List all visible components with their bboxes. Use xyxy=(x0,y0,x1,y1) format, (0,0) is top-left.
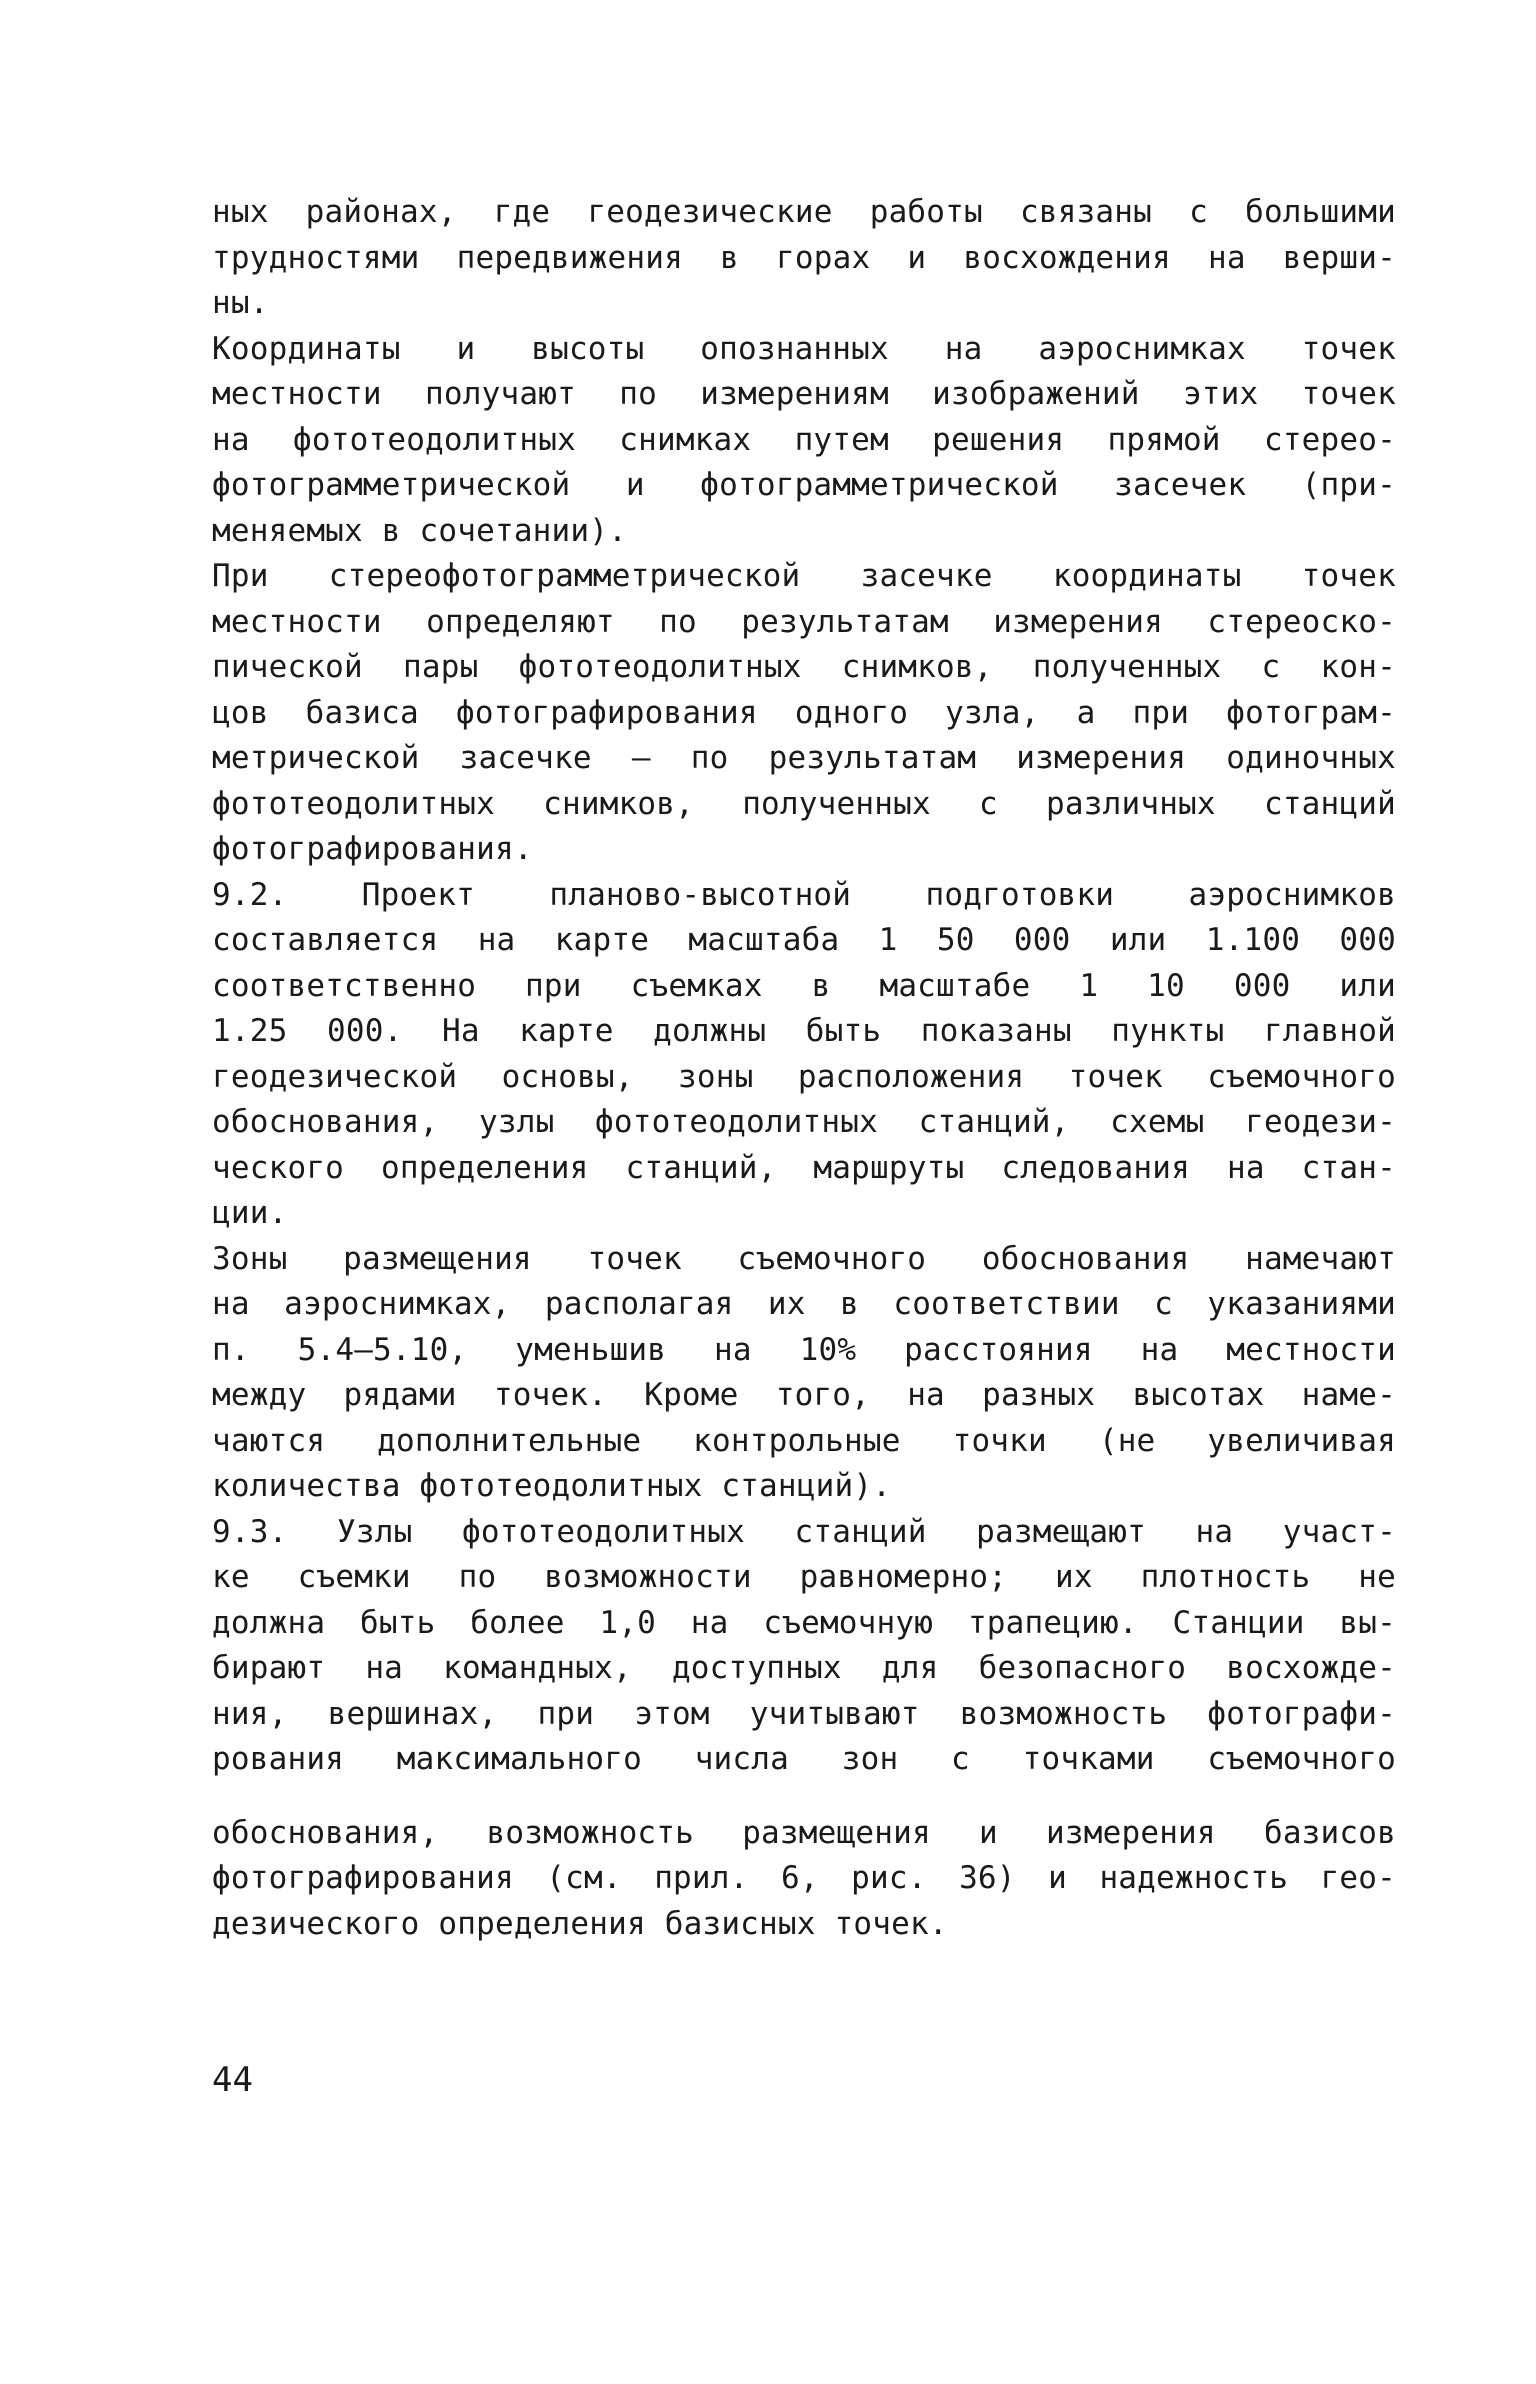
paragraph xyxy=(212,1237,1396,1510)
text-line: Зоны размещения точек съемочного обоснования намечают xyxy=(212,1240,1396,1277)
text-line: обоснования, возможность размещения и измерения базисов xyxy=(212,1814,1396,1851)
text-line: ния, вершинах, при этом учитывают возможность фотографи- xyxy=(212,1695,1396,1732)
text-line: составляется на карте масштаба 1 50 000 или 1.100 000 xyxy=(212,922,1396,958)
text-line: Координаты и высоты опознанных на аэроснимках точек xyxy=(212,330,1396,367)
text-line: фотографирования (см. прил. 6, рис. 36) и надежность гео- xyxy=(212,1860,1396,1896)
text-line: между рядами точек. Кроме того, на разных высотах наме- xyxy=(212,1377,1396,1413)
text-line: геодезической основы, зоны расположения точек съемочного xyxy=(212,1058,1396,1095)
text-line: бирают на командных, доступных для безопасного восхожде- xyxy=(212,1650,1396,1686)
text-line: метрической засечке — по результатам измерения одиночных xyxy=(212,740,1396,776)
paragraph xyxy=(212,190,1396,327)
paragraph xyxy=(212,554,1396,873)
text-line: местности определяют по результатам измерения стереоско- xyxy=(212,603,1396,640)
text-line: обоснования, узлы фототеодолитных станций, схемы геодези- xyxy=(212,1104,1396,1140)
text-line: должна быть более 1,0 на съемочную трапецию. Станции вы- xyxy=(212,1604,1396,1641)
text-line: на аэроснимках, располагая их в соответствии с указаниями xyxy=(212,1286,1396,1322)
text-line: количества фототеодолитных станций). xyxy=(212,1468,892,1504)
text-line: ны. xyxy=(212,285,269,321)
text-line: фотографирования. xyxy=(212,831,533,867)
text-line: рования максимального числа зон с точками съемочного xyxy=(212,1741,1396,1777)
paragraph xyxy=(212,1510,1396,1948)
page-number: 44 xyxy=(212,2060,253,2100)
text-line: п. 5.4–5.10, уменьшив на 10% расстояния на местности xyxy=(212,1331,1396,1368)
text-line: соответственно при съемках в масштабе 1 10 000 или xyxy=(212,967,1396,1004)
text-line: цов базиса фотографирования одного узла, а при фотограм- xyxy=(212,694,1396,731)
text-line: ции. xyxy=(212,1195,288,1231)
text-line: на фототеодолитных снимках путем решения прямой стерео- xyxy=(212,421,1396,458)
text-line: чаются дополнительные контрольные точки (не увеличивая xyxy=(212,1422,1396,1459)
text-line: фототеодолитных снимков, полученных с различных станций xyxy=(212,785,1396,822)
text-line: фотограмметрической и фотограмметрической засечек (при- xyxy=(212,467,1396,503)
text-line: трудностями передвижения в горах и восхождения на верши- xyxy=(212,239,1396,276)
paragraph xyxy=(212,873,1396,1237)
text-line: местности получают по измерениям изображений этих точек xyxy=(212,376,1396,412)
text-line: ке съемки по возможности равномерно; их плотность не xyxy=(212,1559,1396,1595)
text-line: 9.3. Узлы фототеодолитных станций размещают на участ- xyxy=(212,1513,1396,1550)
text-line: дезического определения базисных точек. xyxy=(212,1905,948,1942)
text-line: 9.2. Проект планово-высотной подготовки аэроснимков xyxy=(212,876,1396,913)
text-line: пической пары фототеодолитных снимков, полученных с кон- xyxy=(212,649,1396,685)
body-text xyxy=(212,190,1396,1947)
text-line: При стереофотограмметрической засечке координаты точек xyxy=(212,558,1396,594)
text-line: 1.25 000. На карте должны быть показаны пункты главной xyxy=(212,1013,1396,1049)
paragraph xyxy=(212,327,1396,555)
text-line: ных районах, где геодезические работы связаны с большими xyxy=(212,194,1396,230)
text-line: меняемых в сочетании). xyxy=(212,512,627,549)
text-line: ческого определения станций, маршруты следования на стан- xyxy=(212,1149,1396,1186)
